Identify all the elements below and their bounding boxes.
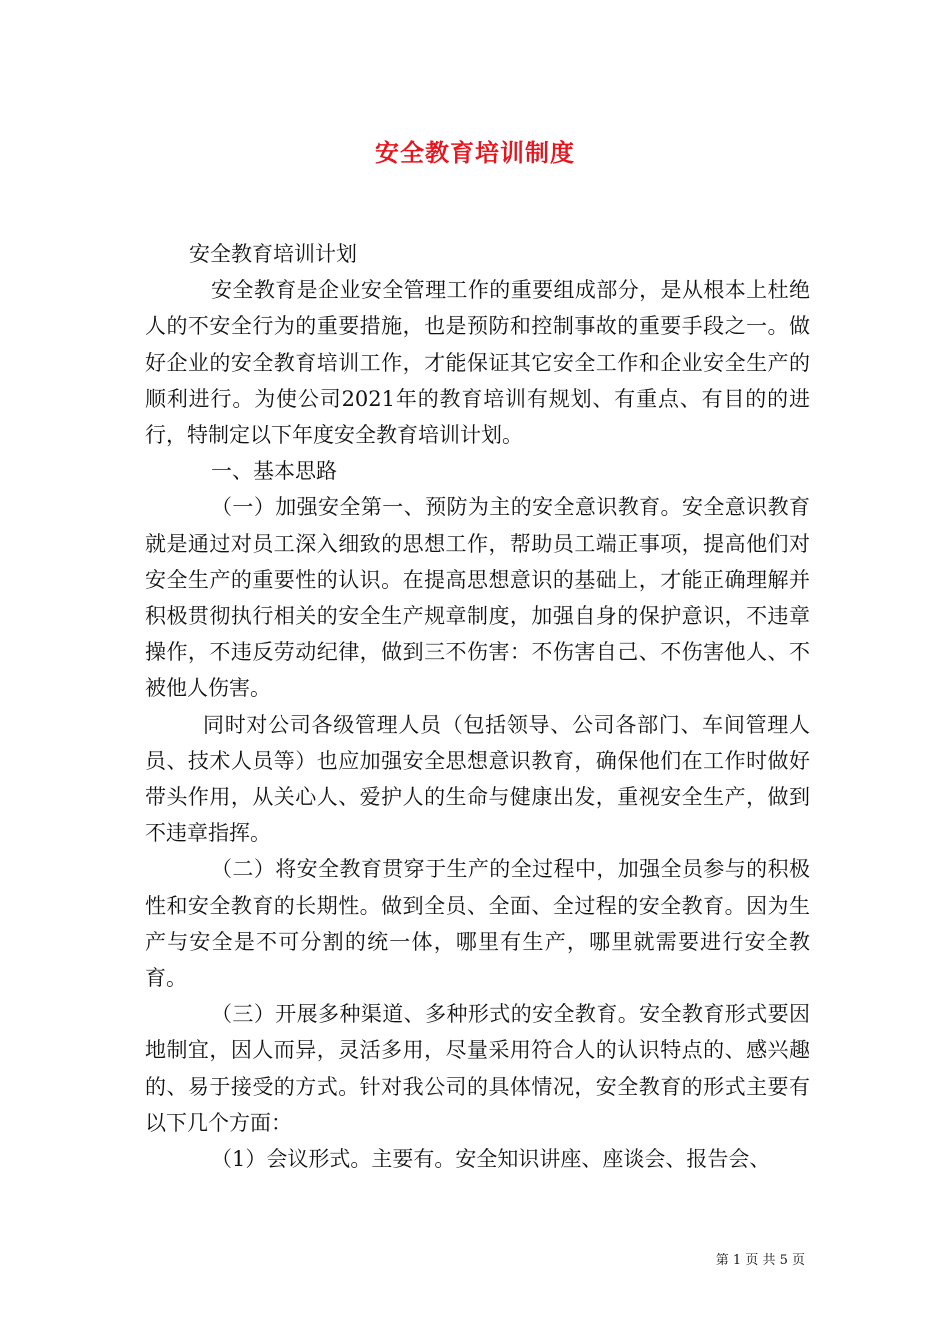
paragraph-managers: 同时对公司各级管理人员（包括领导、公司各部门、车间管理人员、技术人员等）也应加强安全思想意识教育，确保他们在工作时做好带头作用，从关心人、爱护人的生命与健康出发，重视安全生产，做到不违章指挥。 [145,712,810,846]
paragraph-item-1: （一）加强安全第一、预防为主的安全意识教育。安全意识教育就是通过对员工深入细致的思想工作，帮助员工端正事项，提高他们对安全生产的重要性的认识。在提高思想意识的基础上，才能正确理解并积极贯彻执行相关的安全生产规章制度，加强自身的保护意识，不违章操作，不违反劳动纪律，做到三不伤害：不伤害自己、不伤害他人、不被他人伤害。 [145,495,810,701]
section-heading-basic-ideas: 一、基本思路 [211,459,337,484]
paragraph-item-3: （三）开展多种渠道、多种形式的安全教育。安全教育形式要因地制宜，因人而异，灵活多用，尽量采用符合人的认识特点的、感兴趣的、易于接受的方式。针对我公司的具体情况，安全教育的形式主要有以下几个方面： [145,1002,810,1135]
paragraph-sub-item-1: （1）会议形式。主要有。安全知识讲座、座谈会、报告会、 [211,1147,771,1172]
document-title: 安全教育培训制度 [375,138,575,167]
paragraph-item-2: （二）将安全教育贯穿于生产的全过程中，加强全员参与的积极性和安全教育的长期性。做到全员、全面、全过程的安全教育。因为生产与安全是不可分割的统一体，哪里有生产，哪里就需要进行安全教育。 [145,857,810,991]
document-body [145,236,810,1177]
paragraph-intro: 安全教育是企业安全管理工作的重要组成部分，是从根本上杜绝人的不安全行为的重要措施，也是预防和控制事故的重要手段之一。做好企业的安全教育培训工作，才能保证其它安全工作和企业安全生产的顺利进行。为使公司2021年的教育培训有规划、有重点、有目的的进行，特制定以下年度安全教育培训计划。 [145,278,810,448]
page-indicator: 第 1 页 共 5 页 [715,1253,805,1268]
subtitle: 安全教育培训计划 [189,242,357,266]
